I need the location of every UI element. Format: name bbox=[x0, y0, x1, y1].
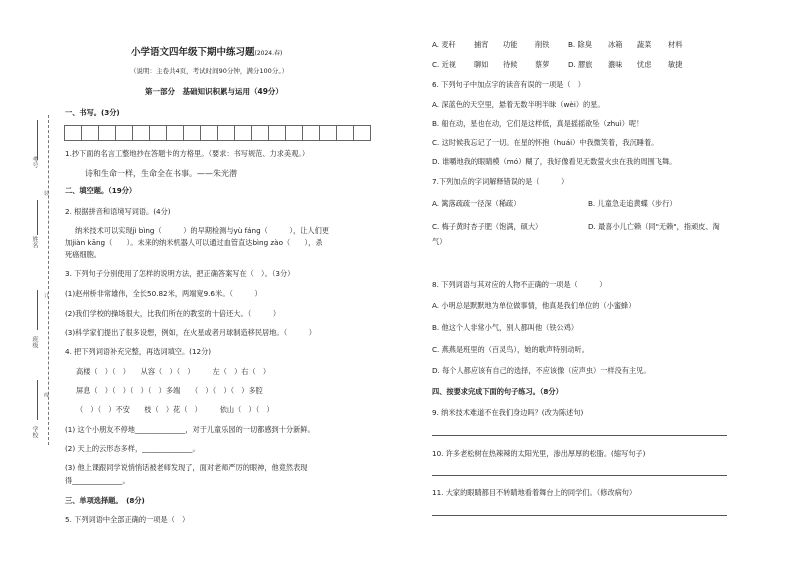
question-8-a: A. 小明总是默默地为单位做事情，他真是我们单位的（小蜜蜂） bbox=[432, 301, 636, 310]
q5-option-a-2: 捕宵 bbox=[474, 40, 489, 49]
question-4-row-3: （ ）（ ）不安 枝（ ）花（ ） 依山（ ）（ ） bbox=[76, 405, 274, 414]
question-7-c: C. 梅子黄时杏子肥（饱满，硕大） bbox=[432, 222, 543, 231]
question-2-line-1: 纳米技术可以实现jì bìng（ ）的早期检测与yù fáng（ ），让人们更 bbox=[75, 226, 329, 235]
question-11: 11. 大家的眼睛都目不转睛地看着舞台上的同学们。（修改病句） bbox=[432, 488, 637, 497]
question-10: 10. 许多老松树在热辣辣的太阳光里，渗出厚厚的松脂。(缩写句子) bbox=[432, 449, 646, 458]
q5-option-b-3: 蔬菜 bbox=[637, 40, 652, 49]
question-6-d: D. 谁嚼地我的眼睛模（mó）糊了，我好像看见无数萤火虫在我的周围飞舞。 bbox=[432, 157, 677, 166]
question-2-line-2: 加jiàn kāng（ ）。未来的纳米机器人可以通过血管直达bìng zào（ ），杀 bbox=[65, 238, 323, 247]
question-3-a: (1)赵州桥非常雄伟，全长50.82米，两端宽9.6米。（ ） bbox=[65, 289, 262, 298]
page-title bbox=[131, 44, 282, 58]
q5-option-a-1: A. 麦秆 bbox=[432, 40, 456, 49]
quote-line: 诗和生命一样，生命全在书事。——朱光潜 bbox=[85, 169, 237, 178]
question-5: 5. 下列词语中全部正确的一项是（ ） bbox=[65, 515, 190, 524]
question-4-c-line-1: (3) 他上课跟同学说悄悄话被老师发现了，面对老师严厉的眼神，他竟然表现 bbox=[65, 463, 308, 472]
question-8-b: B. 他这个人非常小气，别人都叫他（铁公鸡） bbox=[432, 323, 579, 332]
question-4: 4. 把下列词语补充完整，再选词填空。(12分) bbox=[65, 347, 212, 356]
question-4-a: (1) 这个小朋友不停地______________，对于儿童乐园的一切都感到十分新鲜。 bbox=[65, 425, 315, 434]
question-6: 6. 下列句子中加点字的读音有误的一项是（ ） bbox=[432, 80, 585, 89]
question-2: 2. 根据拼音和语境写词语。(4分) bbox=[65, 207, 171, 216]
fold-mark-ding: 订 bbox=[44, 293, 50, 299]
question-4-b: (2) 天上的云形态多样，______________。 bbox=[65, 444, 200, 453]
margin-label-name: 姓名 bbox=[31, 236, 38, 248]
q5-option-a-3: 功能 bbox=[503, 40, 518, 49]
question-3: 3. 下列句子分别使用了怎样的说明方法，把正确答案写在（ ）。（3分） bbox=[65, 269, 295, 278]
exam-number-field[interactable] bbox=[37, 120, 38, 160]
fold-mark-zhuang: 装 bbox=[44, 191, 50, 197]
question-7-b: B. 儿童急走追黄蝶（步行） bbox=[588, 199, 677, 208]
question-9: 9. 纳米技术难道不在我们身边吗？(改为陈述句) bbox=[432, 408, 584, 417]
question-6-c: C. 这时候我忘记了一切。在星的怀抱（huái）中我微笑着，我沉睡着。 bbox=[432, 138, 659, 147]
q5-option-c-2: 聊如 bbox=[474, 60, 489, 69]
margin-label-class: 班级 bbox=[31, 336, 38, 348]
question-4-c-line-2: 得______________。 bbox=[65, 476, 130, 485]
q5-option-d-2: 濃味 bbox=[608, 60, 623, 69]
question-6-b: B. 船在动，星也在动，它们是这样低，真是摇摇欲坠（zhuì）呢！ bbox=[432, 119, 644, 128]
section-4-heading: 四、按要求完成下面的句子练习。（8分） bbox=[432, 387, 563, 396]
name-field[interactable] bbox=[37, 200, 38, 235]
margin-label-school: 学校 bbox=[31, 426, 38, 438]
q5-option-b-4: 材料 bbox=[668, 40, 683, 49]
question-3-c: (3)科学家们提出了很多设想，例如，在火星或者月球制造移民居地。（ ） bbox=[65, 328, 316, 337]
q5-option-b-2: 冰箱 bbox=[608, 40, 623, 49]
question-1: 1.抄下面的名言工整地抄在答题卡的方格里。（要求：书写规范、力求美观。） bbox=[65, 149, 310, 158]
answer-line-11[interactable] bbox=[432, 515, 727, 516]
margin-label-exam-number: 考号 bbox=[31, 156, 38, 168]
question-7-a: A. 篱落疏疏一径深（稀疏） bbox=[432, 199, 521, 208]
q5-option-c-4: 蔡萝 bbox=[535, 60, 550, 69]
q5-option-d-1: D. 膠旅 bbox=[568, 60, 593, 69]
q5-option-a-4: 削铁 bbox=[535, 40, 550, 49]
q5-option-d-3: 忧虑 bbox=[637, 60, 652, 69]
writing-grid[interactable] bbox=[65, 125, 371, 141]
exam-note: （说明：主卷共4页，考试时间90分钟，满分100分。） bbox=[130, 67, 289, 75]
question-8-d: D. 每个人都应该有自己的选择，不应该像（应声虫）一样没有主见。 bbox=[432, 366, 651, 375]
section-1-heading: 一、书写。(3分) bbox=[65, 108, 120, 117]
class-field[interactable] bbox=[37, 290, 38, 330]
section-3-heading: 三、单项选择题。 (8分) bbox=[65, 496, 145, 505]
question-3-b: (2)我们学校的操场很大，比我们所在的教室的十倍还大。（ ） bbox=[65, 309, 281, 318]
question-8-c: C. 燕燕是班里的（百灵鸟），她的歌声特别动听。 bbox=[432, 345, 589, 354]
q5-option-c-3: 待候 bbox=[503, 60, 518, 69]
question-8: 8. 下列词语与其对应的人物不正确的一项是（ ） bbox=[432, 280, 607, 289]
answer-line-10[interactable] bbox=[432, 475, 727, 476]
answer-line-9[interactable] bbox=[432, 435, 727, 436]
question-4-row-2: 屏息（ ）（ ）（ ）（ ）多端 （ ）（ ）（ ）多腔 bbox=[76, 386, 263, 395]
section-2-heading: 二、填空题。（19分） bbox=[65, 186, 137, 195]
question-2-line-3: 死癌细胞。 bbox=[65, 250, 101, 259]
school-field[interactable] bbox=[37, 380, 38, 420]
question-7-d-line-2: 气） bbox=[432, 237, 447, 246]
q5-option-b-1: B. 除臭 bbox=[568, 40, 592, 49]
part-heading: 第一部分 基础知识积累与运用（49分） bbox=[145, 87, 283, 96]
question-7-d: D. 最喜小儿亡赖（同"无赖"，指顽皮、淘 bbox=[588, 222, 720, 231]
title-text: 小学语文四年级下期中练习题 bbox=[131, 47, 255, 58]
question-7: 7.下列加点的字词解释错误的是（ ） bbox=[432, 177, 569, 186]
q5-option-c-1: C. 近视 bbox=[432, 60, 456, 69]
fold-mark-xian: 线 bbox=[44, 393, 50, 399]
question-6-a: A. 深蓝色的天空里，悬着无数半明半昧（wèi）的星。 bbox=[432, 100, 605, 109]
question-4-row-1: 高楼（ ）（ ） 从容（ ）（ ） 左（ ）右（ ） bbox=[76, 367, 271, 376]
q5-option-d-4: 敏捷 bbox=[668, 60, 683, 69]
title-suffix: (2024.春) bbox=[254, 50, 283, 57]
